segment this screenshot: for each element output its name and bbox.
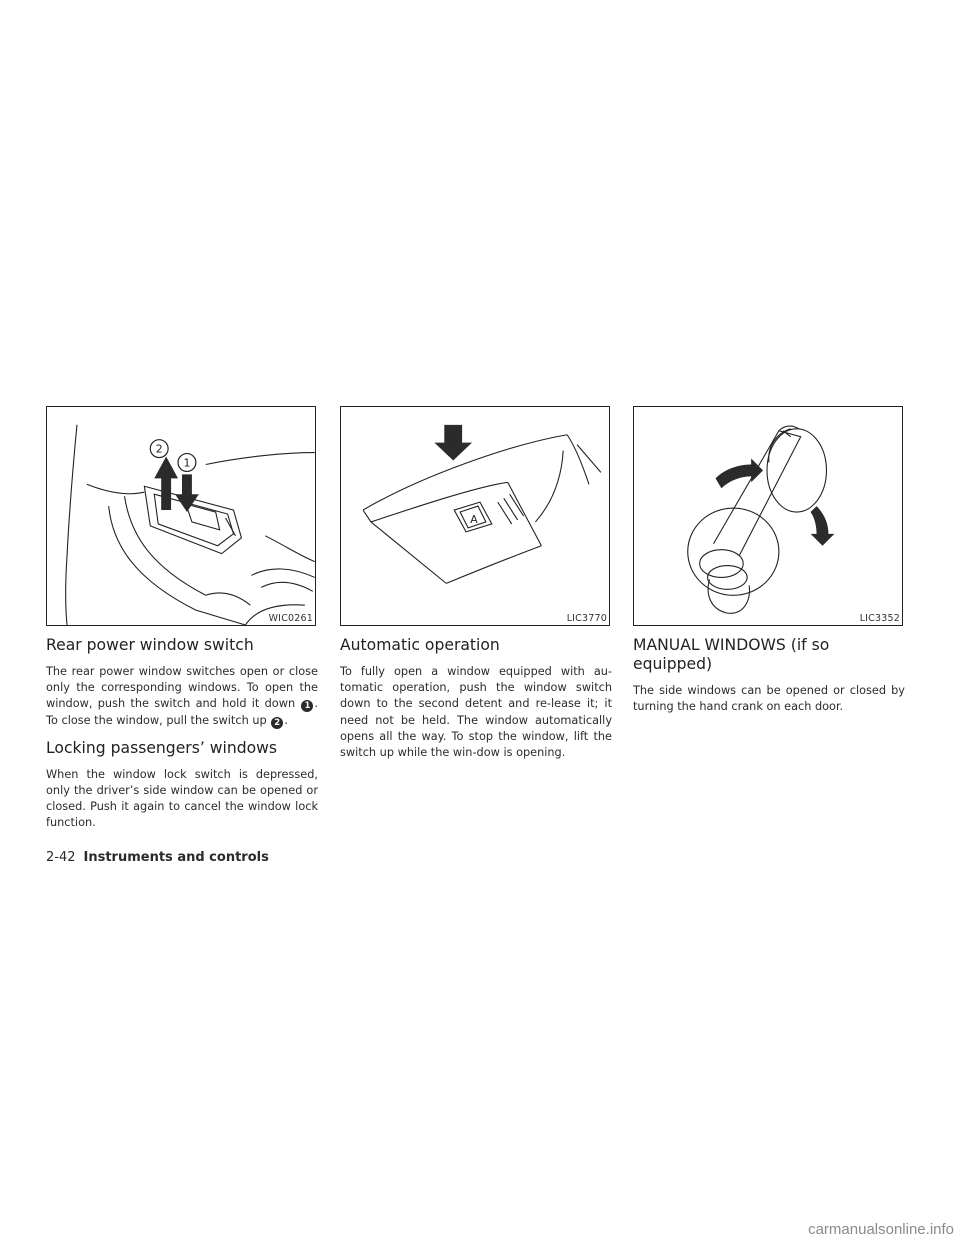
automatic-switch-illustration [341, 407, 609, 625]
callout-label-2: 2 [155, 442, 163, 456]
heading-rear-power-window-switch: Rear power window switch [46, 636, 254, 654]
text-segment: . [284, 713, 288, 727]
auto-label-a: A [470, 512, 478, 526]
page-number: 2-42 [46, 850, 76, 865]
figure-automatic-switch [340, 406, 610, 626]
figure-rear-window-switch [46, 406, 316, 626]
figure-code: LIC3770 [566, 613, 607, 624]
figure-code: WIC0261 [268, 613, 313, 624]
heading-locking-passengers-windows: Locking passengers’ windows [46, 738, 278, 757]
watermark: carmanualsonline.info [808, 1221, 954, 1238]
hand-crank-illustration [634, 407, 902, 625]
text-segment: . To close the window, pull the switch up [46, 697, 318, 727]
paragraph-manual-windows: The side windows can be opened or closed by turning the hand crank on each door. [633, 684, 905, 714]
heading-automatic-operation: Automatic operation [340, 636, 500, 654]
figure-manual-crank [633, 406, 903, 626]
callout-badge-1: 1 [301, 700, 313, 712]
figure-code: LIC3352 [859, 613, 900, 624]
section-title: Instruments and controls [83, 850, 269, 865]
callout-label-1: 1 [183, 456, 191, 470]
column-1 [46, 406, 318, 832]
rear-window-switch-illustration [47, 407, 315, 625]
paragraph-locking-passengers-windows: When the window lock switch is depressed, only the driver’s side window can be opened or closed. Push it again to cancel the window lock function. [46, 767, 318, 830]
column-3 [633, 406, 905, 715]
callout-badge-2: 2 [271, 717, 283, 729]
column-2 [340, 406, 612, 761]
paragraph-automatic-operation: To fully open a window equipped with au-tomatic operation, push the window switch down to the second detent and re-lease it; it need not be held. The window automatically opens all the way. To stop the window, lift the switch up while the win-dow is opening. [340, 665, 612, 760]
page-footer [46, 850, 269, 865]
heading-manual-windows: MANUAL WINDOWS (if so equipped) [633, 636, 830, 673]
paragraph-rear-power-window-switch [46, 664, 318, 729]
text-segment: The rear power window switches open or close only the corresponding windows. To open the window, push the switch and hold it down [46, 665, 318, 711]
